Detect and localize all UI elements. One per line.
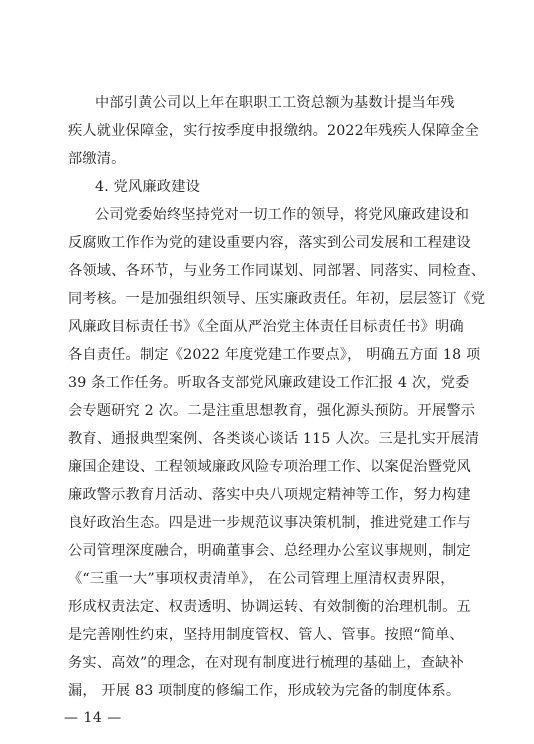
paragraph-2-line-8: 会专题研究 2 次。二是注重思想教育，强化源头预防。开展警示	[68, 403, 476, 419]
paragraph-1-line-1: 中部引黄公司以上年在职职工工资总额为基数计提当年残	[95, 95, 455, 111]
paragraph-2-line-17: 务实、高效”的理念，在对现有制度进行梳理的基础上，查缺补	[68, 655, 464, 671]
section-heading: 4. 党风廉政建设	[95, 179, 200, 195]
paragraph-2-line-18: 漏， 开展 83 项制度的修编工作，形成较为完备的制度体系。	[68, 683, 461, 699]
paragraph-2-line-3: 各领域、各环节，与业务工作同谋划、同部署、同落实、同检查、	[68, 263, 486, 279]
page-number: — 14 —	[64, 710, 122, 726]
paragraph-1-line-3: 部缴清。	[68, 151, 126, 167]
paragraph-2-line-14: 《“三重一大”事项权责清单》， 在公司管理上厘清权责界限，	[68, 571, 455, 587]
paragraph-2-line-5: 风廉政目标责任书》《全面从严治党主体责任目标责任书》明确	[68, 319, 464, 335]
paragraph-2-line-13: 公司管理深度融合，明确董事会、总经理办公室议事规则，制定	[68, 543, 471, 559]
paragraph-2-line-16: 是完善刚性约束，坚持用制度管权、管人、管事。按照“简单、	[68, 627, 464, 643]
paragraph-1-line-2: 疾人就业保障金，实行按季度申报缴纳。2022年残疾人保障金全	[68, 123, 479, 139]
paragraph-2-line-4: 同考核。一是加强组织领导、压实廉政责任。年初，层层签订《党	[68, 291, 486, 307]
paragraph-2-line-15: 形成权责法定、权责透明、协调运转、有效制衡的治理机制。五	[68, 599, 471, 615]
paragraph-2-line-1: 公司党委始终坚持党对一切工作的领导，将党风廉政建设和	[95, 207, 470, 223]
paragraph-2-line-7: 39 条工作任务。听取各支部党风廉政建设工作汇报 4 次，党委	[68, 375, 470, 391]
paragraph-2-line-2: 反腐败工作作为党的建设重要内容，落实到公司发展和工程建设	[68, 235, 471, 251]
paragraph-2-line-12: 良好政治生态。四是进一步规范议事决策机制，推进党建工作与	[68, 515, 471, 531]
paragraph-2-line-6: 各自责任。制定《2022 年度党建工作要点》， 明确五方面 18 项	[68, 347, 481, 363]
paragraph-2-line-10: 廉国企建设、工程领域廉政风险专项治理工作、以案促治暨党风	[68, 459, 471, 475]
paragraph-2-line-9: 教育、通报典型案例、各类谈心谈话 115 人次。三是扎实开展清	[68, 431, 480, 447]
paragraph-2-line-11: 廉政警示教育月活动、落实中央八项规定精神等工作，努力构建	[68, 487, 471, 503]
